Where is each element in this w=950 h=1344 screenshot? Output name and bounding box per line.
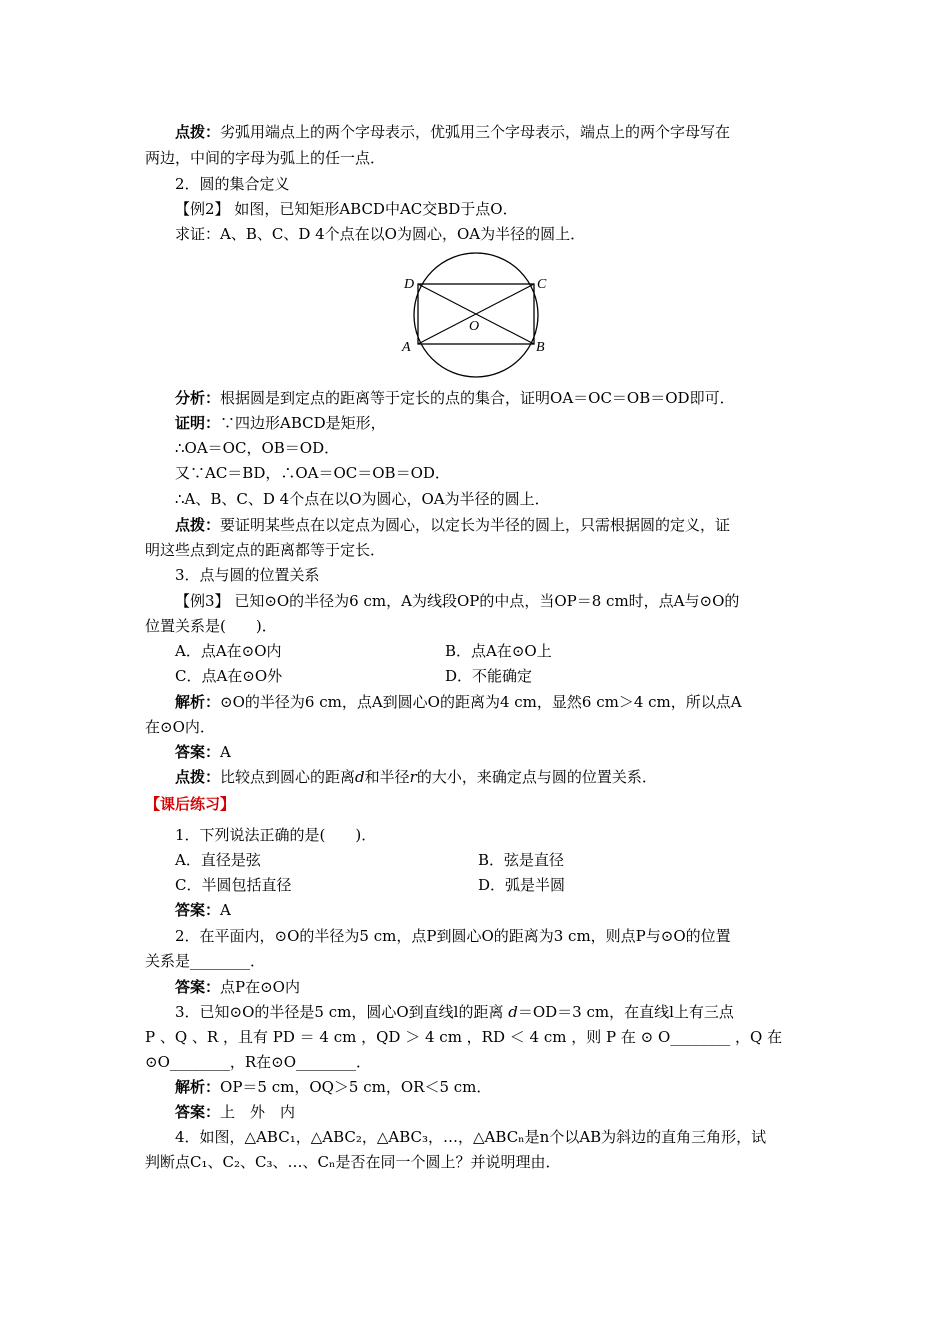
analysis-text: 根据圆是到定点的距离等于定长的点的集合，证明OA＝OC＝OB＝OD即可． — [220, 389, 735, 407]
answer-text: A — [220, 743, 231, 761]
proof-text-1: ∵四边形ABCD是矩形， — [220, 414, 386, 432]
practice-q1-option-b: B．弦是直径 — [478, 851, 565, 869]
practice-q3-stem-3: ⊙O________，R在⊙O________． — [145, 1053, 372, 1071]
tip-var-d: d — [355, 768, 365, 786]
section-heading-2: 2．圆的集合定义 — [175, 175, 290, 193]
example-2-proof-2: ∴OA＝OC，OB＝OD． — [175, 439, 340, 457]
example-3-solution-2: 在⊙O内． — [145, 718, 215, 736]
example-2-tip-2: 明这些点到定点的距离都等于定长． — [145, 541, 386, 559]
answer-text: 上 外 内 — [220, 1103, 296, 1121]
practice-q3-solution — [175, 1077, 491, 1097]
proof-label: 证明： — [175, 414, 221, 432]
tip-label: 点拨： — [175, 123, 221, 141]
practice-q3-stem-2: P 、Q 、R ，且有 PD ＝ 4 cm ，QD ＞ 4 cm ，RD ＜ 4 cm ，则 P 在 ⊙ O________ ，Q 在 — [145, 1028, 783, 1046]
practice-q2-answer — [175, 977, 300, 997]
example-3-answer — [175, 742, 231, 762]
solution-label: 解析： — [175, 693, 221, 711]
answer-label: 答案： — [175, 743, 221, 761]
answer-label: 答案： — [175, 1103, 221, 1121]
figure-label-a: A — [402, 340, 411, 355]
example-2-tip-1 — [175, 515, 730, 535]
figure-label-d: D — [404, 277, 415, 292]
q3-text-a: 3．已知⊙O的半径是5 cm，圆心O到直线l的距离 — [175, 1003, 509, 1021]
answer-text: 点P在⊙O内 — [220, 978, 300, 996]
answer-text: A — [220, 901, 231, 919]
practice-q2-stem-1: 2．在平面内，⊙O的半径为5 cm，点P到圆心O的距离为3 cm，则点P与⊙O的位置 — [175, 927, 731, 945]
analysis-label: 分析： — [175, 389, 221, 407]
section-heading-3: 3．点与圆的位置关系 — [175, 566, 320, 584]
practice-q1-stem: 1．下列说法正确的是( )． — [175, 826, 377, 844]
example-3-tag: 【例3】 — [175, 592, 230, 610]
circle-rectangle-figure — [398, 248, 558, 380]
practice-q3-answer — [175, 1102, 295, 1122]
example-3-solution-1 — [175, 692, 742, 712]
answer-label: 答案： — [175, 978, 221, 996]
example-3-option-a: A．点A在⊙O内 — [175, 642, 282, 660]
tip-line-2: 两边，中间的字母为弧上的任一点． — [145, 149, 386, 167]
figure-circle — [414, 253, 538, 377]
tip-text-a: 比较点到圆心的距离 — [220, 768, 356, 786]
example-3-option-b: B．点A在⊙O上 — [445, 642, 552, 660]
example-2-analysis — [175, 388, 735, 408]
practice-q1-answer — [175, 900, 231, 920]
practice-q1-option-d: D．弧是半圆 — [478, 876, 566, 894]
solution-text: ⊙O的半径为6 cm，点A到圆心O的距离为4 cm，显然6 cm＞4 cm，所以点A — [220, 693, 742, 711]
example-2-text: 如图，已知矩形ABCD中AC交BD于点O． — [229, 200, 518, 218]
q3-var-d: d — [508, 1003, 518, 1021]
tip-text: 劣弧用端点上的两个字母表示，优弧用三个字母表示，端点上的两个字母写在 — [220, 123, 731, 141]
example-3-stem-2: 位置关系是( )． — [145, 617, 277, 635]
practice-q4-stem-1: 4．如图，△ABC₁，△ABC₂，△ABC₃，…，△ABCₙ是n个以AB为斜边的直角三角形，试 — [175, 1128, 767, 1146]
example-3-option-d: D．不能确定 — [445, 667, 533, 685]
tip-label: 点拨： — [175, 516, 221, 534]
practice-q1-option-a: A．直径是弦 — [175, 851, 261, 869]
figure-label-c: C — [537, 277, 547, 292]
example-3-tip — [175, 767, 657, 787]
tip-line-1 — [175, 122, 730, 142]
tip-text-b: 和半径 — [364, 768, 410, 786]
tip-text: 要证明某些点在以定点为圆心，以定长为半径的圆上，只需根据圆的定义，证 — [220, 516, 731, 534]
tip-var-r: r — [409, 768, 417, 786]
example-3-option-c: C．点A在⊙O外 — [175, 667, 283, 685]
practice-heading: 【课后练习】 — [145, 795, 236, 813]
example-2-proof-3: 又∵AC＝BD，∴OA＝OC＝OB＝OD． — [175, 464, 450, 482]
practice-q4-stem-2: 判断点C₁、C₂、C₃、…、Cₙ是否在同一个圆上？并说明理由． — [145, 1153, 561, 1171]
q3-text-b: ＝OD＝3 cm，在直线l上有三点 — [517, 1003, 734, 1021]
practice-q1-option-c: C．半圆包括直径 — [175, 876, 292, 894]
example-2-prove: 求证：A、B、C、D 4个点在以O为圆心，OA为半径的圆上． — [175, 225, 586, 243]
example-2-tag: 【例2】 — [175, 200, 230, 218]
tip-label: 点拨： — [175, 768, 221, 786]
figure-label-o: O — [469, 319, 480, 334]
practice-q3-stem-1 — [175, 1002, 734, 1022]
figure-label-b: B — [536, 340, 545, 355]
example-2-proof-1 — [175, 413, 386, 433]
example-3-text: 已知⊙O的半径为6 cm，A为线段OP的中点，当OP＝8 cm时，点A与⊙O的 — [229, 592, 740, 610]
practice-q2-stem-2: 关系是________． — [145, 952, 266, 970]
example-3-stem-1 — [175, 591, 739, 611]
solution-label: 解析： — [175, 1078, 221, 1096]
answer-label: 答案： — [175, 901, 221, 919]
example-2-proof-4: ∴A、B、C、D 4个点在以O为圆心，OA为半径的圆上． — [175, 490, 550, 508]
example-2-stem — [175, 199, 518, 219]
solution-text: OP＝5 cm，OQ＞5 cm，OR＜5 cm． — [220, 1078, 492, 1096]
tip-text-c: 的大小，来确定点与圆的位置关系． — [416, 768, 657, 786]
